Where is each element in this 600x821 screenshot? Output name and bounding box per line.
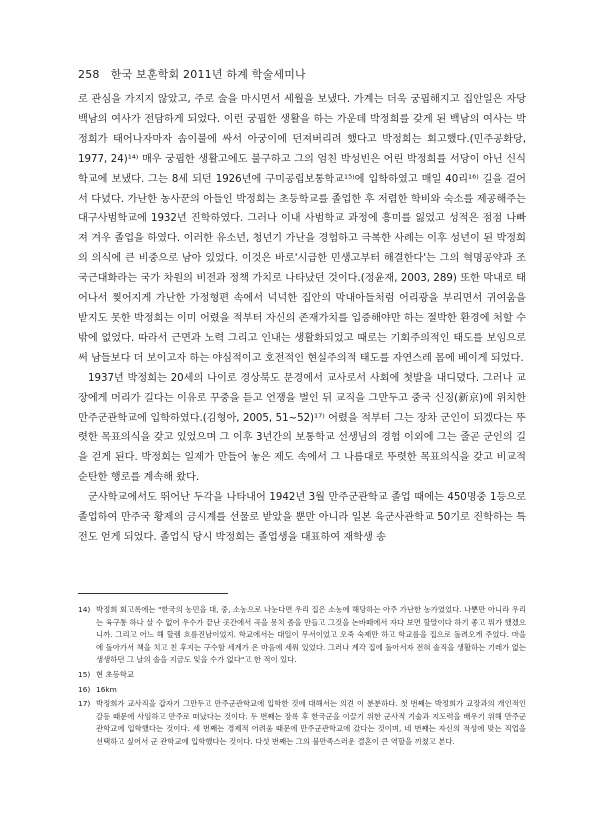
footnote-text: 16km [96,684,117,694]
footnote-number: 14) [78,605,91,614]
footnote-number: 17) [78,699,91,709]
footnote [78,698,526,748]
header-title: 한국 보훈학회 2011년 하계 학술세미나 [110,68,306,81]
footnote [78,684,526,697]
footnote-number: 15) [78,669,91,679]
page-number: 258 [78,68,100,81]
paragraph: 군사학교에서도 뛰어난 두각을 나타내어 1942년 3월 만주군관학교 졸업 때에는 450명중 1등으로 졸업하여 만주국 황제의 금시계를 선물로 받았을 뿐만 아니라 일본 육군사관학교 50기로 진학하는 특전도 얻게 되었다. 졸업식 당시 박정희는 졸업생을 대표하여 재학생 송 [78,492,526,543]
footnotes [78,604,526,751]
footnote [78,669,526,682]
footnote [78,604,526,667]
footnote-text: 박정희가 교사직을 갑자기 그만두고 만주군관학교에 입학한 것에 대해서는 의견 이 분분하다. 첫 번째는 박정희가 교장과의 개인적인 갈등 때문에 사임하고 만주로 떠났다는 것이다. 두 번째는 장록 후 한국군을 이끌기 위한 군사적 기술과 지도력을 배우기 위해 만주군관학교에 입학했다는 것이다. 세 번째는 경제적 어려움 때문에 만주군관학교에 갔다는 것이며, 네 번째는 자신의 적성에 맞는 직업을 선택하고 싶어서 군 관학교에 입학했다는 것이다. 다섯 번째는 그의 불만족스러운 결혼이 큰 역할을 끼쳤고 본다. [96,699,526,746]
running-header [78,66,306,82]
paragraph: 로 관심을 가지지 않았고, 주로 술을 마시면서 세월을 보냈다. 가계는 더욱 궁핍해지고 집안일은 자당 백남의 여사가 전담하게 되었다. 이런 궁핍한 생활을 하는 가운데 박정희를 갖게 된 백남의 여사는 박정희가 태어나자마자 솜이불에 싸서 아궁이에 던져버리려 했다고 박정희는 회고했다.(민주공화당, 1977, 24)¹⁴⁾ 매우 궁핍한 생활고에도 불구하고 그의 엄친 박성빈은 어린 박정희를 서당이 아닌 신식학교에 보냈다. 그는 8세 되던 1926년에 구미공립보통학교¹⁵⁾에 입학하였고 매일 40리¹⁶⁾ 길을 걸어서 다녔다. 가난한 농사꾼의 아들인 박정희는 초등학교를 졸업한 후 저렴한 학비와 숙소를 제공해주는 대구사범학교에 1932년 진학하였다. 그러나 이내 사범학교 과정에 흥미를 잃었고 성적은 점점 나빠져 겨우 졸업을 하였다. 이러한 유소년, 청년기 가난을 경험하고 극복한 사례는 이후 성년이 된 박정희의 의식에 큰 비중으로 남아 있었다. 이것은 바로'시급한 민생고부터 해결한다'는 그의 혁명공약과 조국근대화라는 국가 차원의 비전과 정책 가치로 나타났던 것이다.(정윤재, 2003, 289) 또한 막내로 태어나서 찢어지게 가난한 가정형편 속에서 넉넉한 집안의 막내아들처럼 어리광을 부리면서 귀여움을 받지도 못한 박정희는 이미 어렸을 적부터 자신의 존재가치를 입증해야만 하는 절박한 환경에 처할 수밖에 없었다. 따라서 근면과 노력 그리고 인내는 생활화되었고 때로는 기회주의적인 태도를 보임으로써 남들보다 더 보이고자 하는 야심적이고 호전적인 현실주의적 태도를 자연스레 몸에 베이게 되었다. [78,94,526,364]
body-text [78,90,526,548]
footnote-text: 박정희 회고록에는 "한국의 농민을 대, 중, 소농으로 나눈다면 우리 집은 소농에 해당하는 아주 가난한 농가였었다. 나뿐만 아니라 우리는 육구통 하나 살 수 없어 우수가 끝난 곳간에서 곡을 몽치 좀을 만들고 그것을 논바떼에서 자다 보면 할말이다 하기 좋고 뭐가 했겠으니까. 그리고 어느 해 할렘 흐름진남이었지. 학교에서는 대일이 무서이었고 오죽 숙제만 하고 학교를을 집으로 돌려오게 주었다. 마을에 돌아가서 책을 치고 친 후지는 구수함 세계가 온 마음에 세워 있었다. 그러나 계각 집에 돌아서자 전혀 솔직을 생활하는 기레가 없는 생생하던 그 날의 솔을 지금도 잊을 수가 없다"고 한 적이 있다. [96,605,526,665]
footnote-divider [78,593,228,594]
footnote-number: 16) [78,684,91,694]
footnote-text: 현 초등학교 [96,669,135,679]
paragraph: 1937년 박정희는 20세의 나이로 경상북도 문경에서 교사로서 사회에 첫발을 내디뎠다. 그러나 교장에게 머리가 길다는 이유로 꾸중을 듣고 언쟁을 벌인 뒤 교직을 그만두고 중국 신징(新京)에 위치한 만주군관학교에 입학하였다.(김형아, 2005, 51~52)¹⁷⁾ 어렸을 적부터 그는 장차 군인이 되겠다는 뚜렷한 목표의식을 갖고 있었으며 그 이후 3년간의 보통학교 선생님의 경험 이외에 그는 줄곧 군인의 길을 걷게 된다. 박정희는 일제가 만들어 놓은 제도 속에서 그 나름대로 뚜렷한 목표의식을 갖고 비교적 순탄한 행로를 계속해 왔다. [78,372,526,484]
